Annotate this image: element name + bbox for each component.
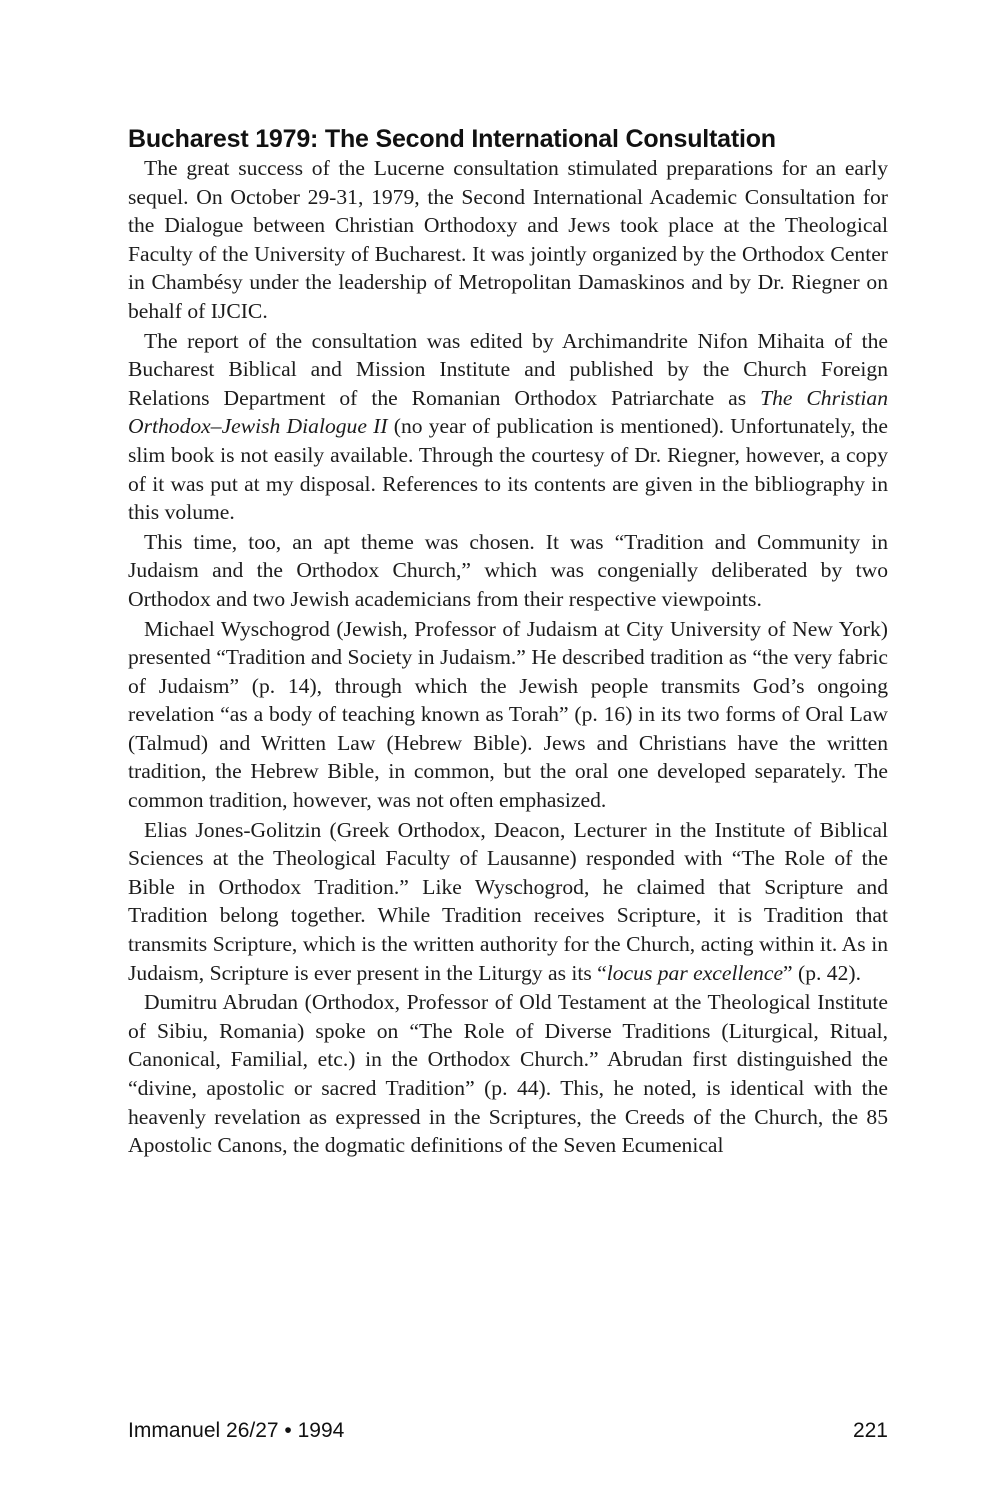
journal-citation: Immanuel 26/27 • 1994 [128, 1419, 345, 1442]
paragraph-abrudan: Dumitru Abrudan (Orthodox, Professor of Old Testament at the Theological Institute of Sibiu, Romania) spoke on “The Role of Diverse Traditions (Liturgical, Ritual, Canonical, Familial, etc.) in the Orthodox Church.” Abrudan first distinguished the “divine, apostolic or sacred Tradition” (p. 44). This, he noted, is identical with the heavenly revelation as expressed in the Scriptures, the Creeds of the Church, the 85 Apostolic Canons, the dogmatic definitions of the Seven Ecumenical [128, 990, 888, 1158]
page-footer [128, 1419, 888, 1449]
paragraph-consultation-report: The report of the consultation was edited by Archimandrite Nifon Mihaita of the Bucharest Biblical and Mission Institute and published by the Church Foreign Relations Department of the Romanian Orthodox Patriarchate as The Christian Orthodox–Jewish Dialogue II (no year of publication is mentioned). Unfortunately, the slim book is not easily available. Through the courtesy of Dr. Riegner, however, a copy of it was put at my disposal. References to its contents are given in the bibliography in this volume. [128, 328, 888, 525]
paragraph-lucerne-sequel: The great success of the Lucerne consultation stimulated preparations for an early sequel. On October 29-31, 1979, the Second International Academic Consultation for the Dialogue between Christian Orthodoxy and Jews took place at the Theological Faculty of the University of Bucharest. It was jointly organized by the Orthodox Center in Chambésy under the leadership of Metropolitan Damaskinos and by Dr. Riegner on behalf of IJCIC. [128, 156, 888, 323]
book-title: The Christian Orthodox–Jewish Dialogue II [128, 385, 888, 439]
page-number: 221 [852, 1419, 888, 1442]
section-heading: Bucharest 1979: The Second International Consultation [128, 125, 776, 153]
paragraph-jones-golitzin: Elias Jones-Golitzin (Greek Orthodox, Deacon, Lecturer in the Institute of Biblical Sciences at the Theological Faculty of Lausanne) responded with “The Role of the Bible in Orthodox Tradition.” Like Wyschogrod, he claimed that Scripture and Tradition belong together. While Tradition receives Scripture, it is Tradition that transmits Scripture, which is the written authority for the Church, acting within it. As in Judaism, Scripture is ever present in the Liturgy as its “locus par excellence” (p. 42). [128, 817, 888, 985]
paragraph-wyschogrod: Michael Wyschogrod (Jewish, Professor of Judaism at City University of New York) presented “Tradition and Society in Judaism.” He described tradition as “the very fabric of Judaism” (p. 14), through which the Jewish people transmits God’s ongoing revelation “as a body of teaching known as Torah” (p. 16) in its two forms of Oral Law (Talmud) and Written Law (Hebrew Bible). Jews and Christians have the written tradition, the Hebrew Bible, in common, but the oral one developed separately. The common tradition, however, was not often emphasized. [128, 616, 888, 813]
paragraph-theme: This time, too, an apt theme was chosen. It was “Tradition and Community in Judaism and the Orthodox Church,” which was congenially deliberated by two Orthodox and two Jewish academicians from their respective viewpoints. [128, 529, 888, 611]
article-body [128, 124, 888, 1160]
latin-phrase: locus par excellence [606, 960, 784, 985]
